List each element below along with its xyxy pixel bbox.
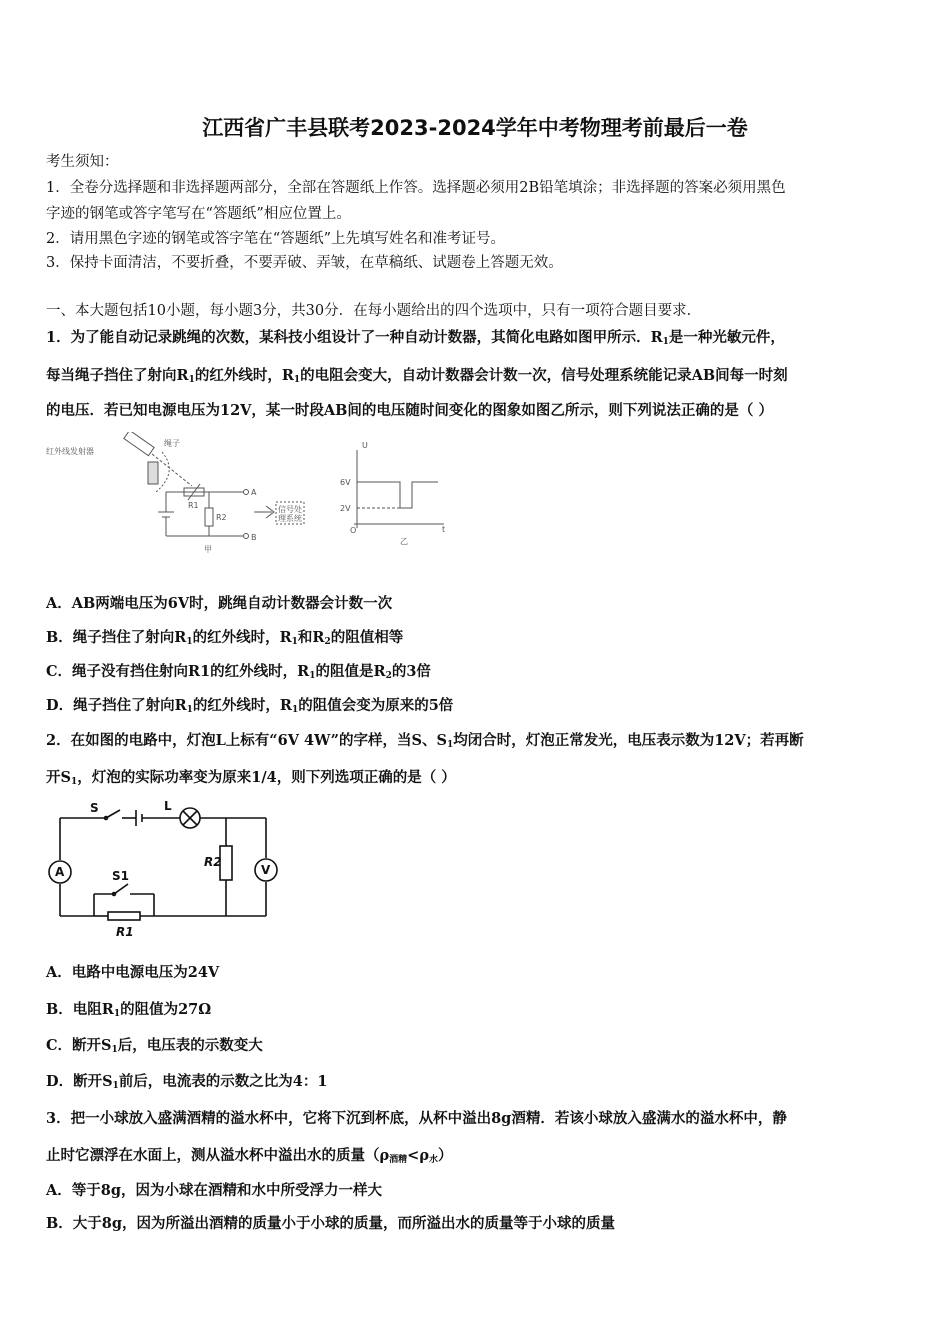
switch-s1 [114,884,128,894]
section-heading: 一、本大题包括10小题，每小题3分，共30分．在每小题给出的四个选项中，只有一项符合题目要求． [46,303,702,319]
label-b: B [251,533,257,542]
label-r1: R1 [116,925,134,939]
notice-item-1: 1．全卷分选择题和非选择题两部分，全部在答题纸上作答。选择题必须用2B铅笔填涂；非选择题的答案必须用黑色 [46,180,786,196]
label-r1: R1 [188,501,199,510]
page-title: 江西省广丰县联考2023-2024学年中考物理考前最后一卷 [202,116,748,140]
q1-option-b: B．绳子挡住了射向$R_1$的红外线时，$R_1$和$R_2$的阻值相等 [46,629,404,647]
label-l: L [164,799,172,813]
terminal-a [244,490,249,495]
label-r2: R2 [216,513,227,522]
q2-stem-line1: 2．在如图的电路中，灯泡L上标有“6V 4W”的字样，当S、$S_1$均闭合时，灯泡正常发光，电压表示数为12V；若再断 [46,732,804,750]
q2-option-a: A．电路中电源电压为24V [46,964,220,981]
notice-item-2: 2．请用黑色字迹的钢笔或答字笔在“答题纸”上先填写姓名和准考证号。 [46,231,506,247]
q3-option-b: B．大于8g，因为所溢出酒精的质量小于小球的质量，而所溢出水的质量等于小球的质量 [46,1215,615,1232]
notice-item-1-cont: 字迹的钢笔或答字笔写在“答题纸”相应位置上。 [46,206,351,222]
q1-stem-line2: 每当绳子挡住了射向$R_1$的红外线时，$R_1$的电阻会变大，自动计数器会计数一次，信号处理系统能记录AB间每一时刻 [46,367,788,385]
label-yi: 乙 [400,537,408,546]
q2-option-d: D．断开$S_1$前后，电流表的示数之比为4：1 [46,1073,328,1091]
q3-stem-line1: 3．把一小球放入盛满酒精的溢水杯中，它将下沉到杯底，从杯中溢出8g酒精．若该小球放入盛满水的溢水杯中，静 [46,1110,787,1127]
label-signal-1: 信号处 [278,505,302,514]
resistor-r2 [220,846,232,880]
q2-stem-line2: 开$S_1$，灯泡的实际功率变为原来1/4，则下列选项正确的是（ ） [46,769,456,787]
rope-icon [148,462,158,484]
q2-circuit-figure [44,798,284,946]
switch-s [106,810,120,818]
q3-stem-line2: 止时它漂浮在水面上，测从溢水杯中溢出水的质量$(\rho_{酒精}<\rho_水)$ [46,1147,453,1165]
q2-option-b: B．电阻$R_1$的阻值为27Ω [46,1001,212,1019]
label-origin: O [350,526,357,535]
resistor-r1 [108,912,140,920]
r2-resistor [205,508,213,526]
label-rope: 绳子 [164,439,180,448]
ir-emitter-icon [124,432,154,456]
terminal-b [244,534,249,539]
q1-option-d: D．绳子挡住了射向$R_1$的红外线时，$R_1$的阻值会变为原来的5倍 [46,697,454,715]
label-jia: 甲 [204,545,212,554]
label-s1: S1 [112,869,129,883]
q1-option-c: C．绳子没有挡住射向R1的红外线时，$R_1$的阻值是$R_2$的3倍 [46,663,431,681]
q3-option-a: A．等于8g，因为小球在酒精和水中所受浮力一样大 [46,1182,382,1199]
label-t: t [442,525,446,534]
label-a: A [251,488,257,497]
label-s: S [90,801,99,815]
q2-option-c: C．断开$S_1$后，电压表的示数变大 [46,1037,263,1055]
notice-item-3: 3．保持卡面清洁，不要折叠，不要弄破、弄皱，在草稿纸、试题卷上答题无效。 [46,255,563,271]
q1-figure [44,432,464,556]
label-signal-2: 理系统 [278,514,302,523]
label-6v: 6V [340,478,351,487]
q1-option-a: A．AB两端电压为6V时，跳绳自动计数器会计数一次 [46,595,393,612]
q1-stem-line3: 的电压．若已知电源电压为12V，某一时段AB间的电压随时间变化的图象如图乙所示，则下列说法正确的是（ ） [46,402,773,419]
notice-heading: 考生须知： [46,154,119,170]
label-ammeter: A [55,865,65,879]
label-u: U [362,441,368,450]
label-voltmeter: V [261,863,271,877]
label-r2: R2 [204,855,222,869]
q1-stem-line1: 1．为了能自动记录跳绳的次数，某科技小组设计了一种自动计数器，其简化电路如图甲所示．$R_1$是一种光敏元件， [46,329,785,347]
label-emitter: 红外线发射器 [46,447,94,456]
label-2v: 2V [340,504,351,513]
